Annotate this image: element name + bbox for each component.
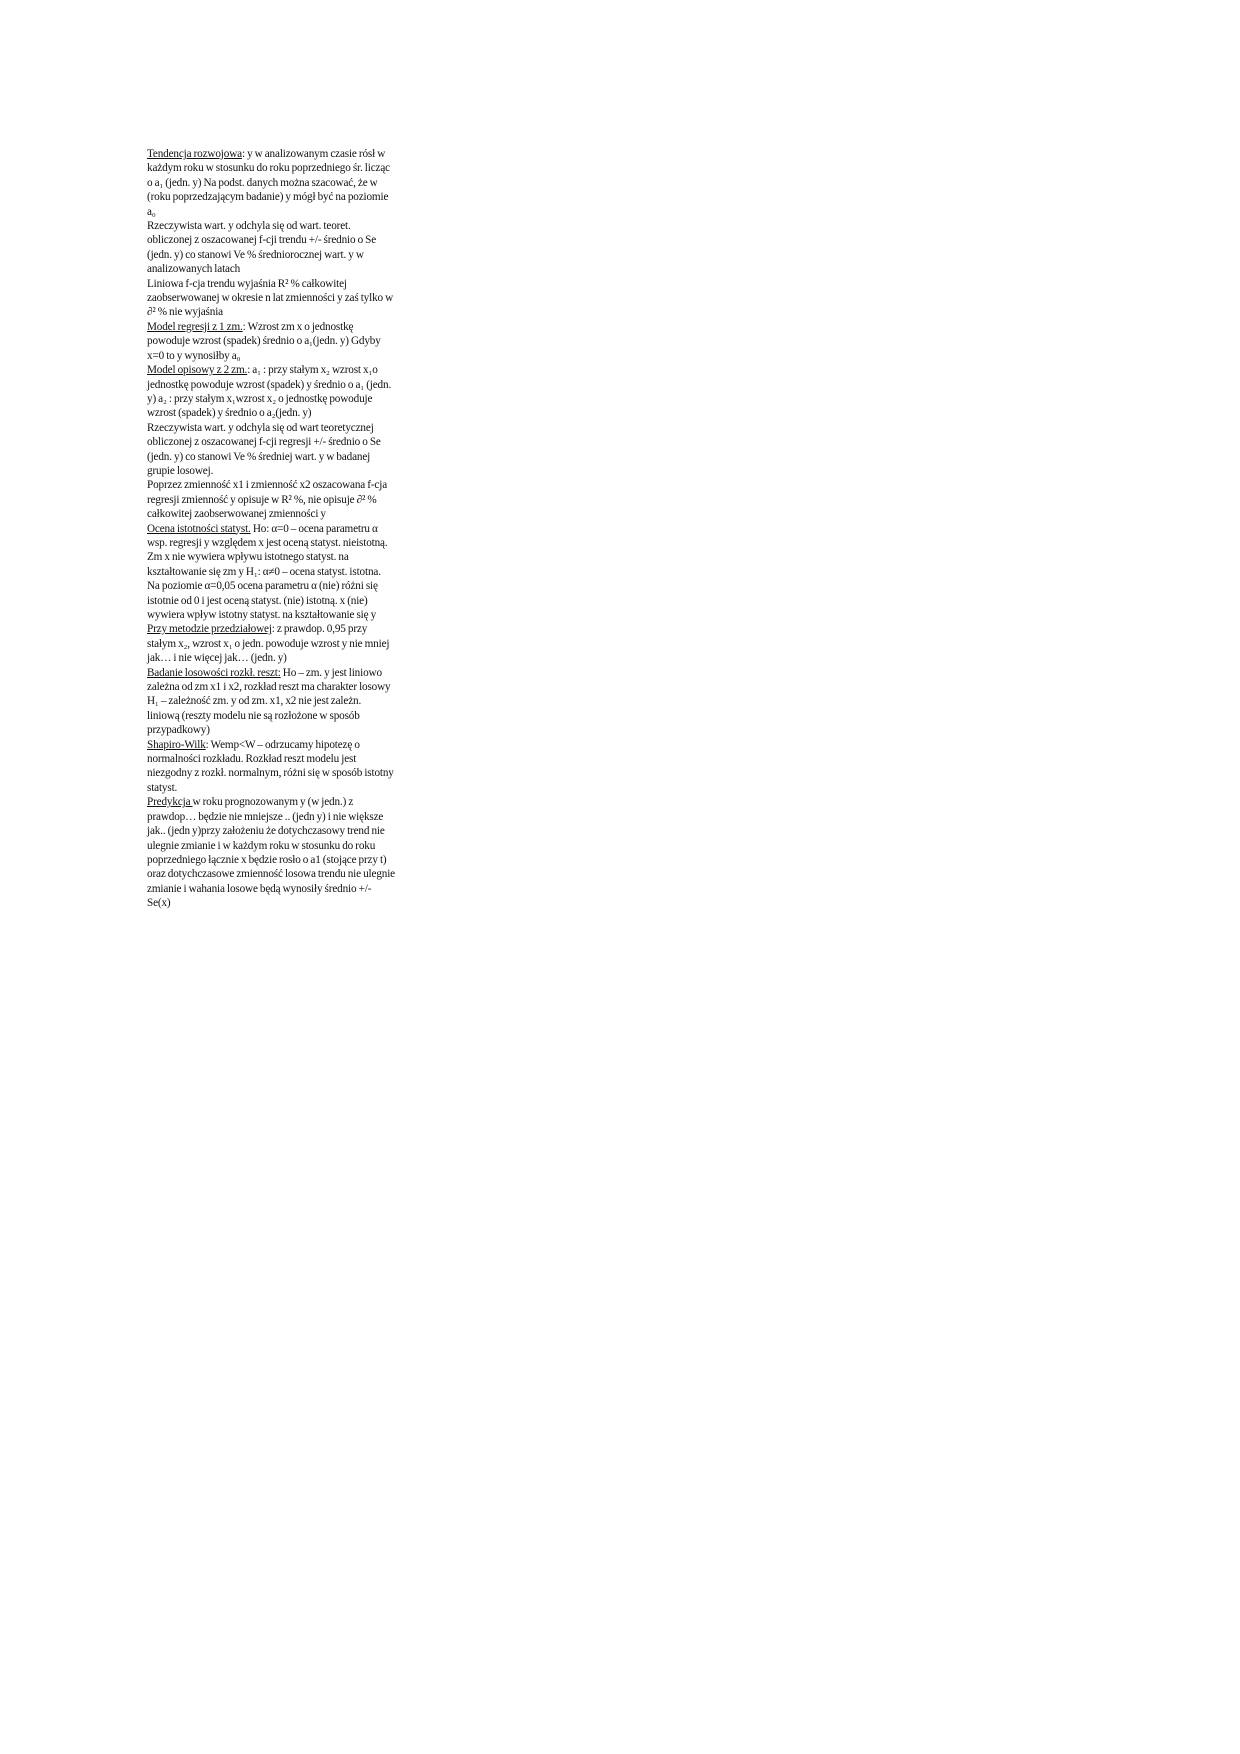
paragraph (147, 579, 395, 622)
paragraph (147, 421, 395, 479)
paragraph (147, 522, 395, 580)
paragraph-text: Liniowa f-cja trendu wyjaśnia R² % całkowitej zaobserwowanej w okresie n lat zmienności y zaś tylko w ∂² % nie wyjaśnia (147, 277, 394, 319)
paragraph-text: Ho – zm. y jest liniowo zależna od zm x1 i x2, rozkład reszt ma charakter losowy H₁ – zależność zm. y od zm. x1, x2 nie jest zależn. liniową (reszty modelu nie są rozłożone w sposób przypadkowy) (147, 666, 391, 737)
paragraph (147, 738, 395, 796)
paragraph (147, 478, 395, 521)
paragraph-text: Rzeczywista wart. y odchyla się od wart. teoret. obliczonej z oszacowanej f-cji trendu +/- średnio o Se (jedn. y) co stanowi Ve % średniorocznej wart. y w analizowanych latach (147, 220, 377, 276)
paragraph (147, 363, 395, 421)
text-column (147, 147, 395, 911)
paragraph (147, 795, 395, 910)
paragraph-heading: Ocena istotności statyst. (147, 522, 251, 535)
paragraph-text: Na poziomie α=0,05 ocena parametru α (nie) różni się istotnie od 0 i jest oceną statyst. (nie) istotną. x (nie) wywiera wpływ istotny statyst. na kształtowanie się y (147, 580, 378, 621)
paragraph (147, 277, 395, 320)
paragraph-heading: Przy metodzie przedziałowej (147, 623, 272, 636)
paragraph-text: : z prawdop. 0,95 przy stałym x₂, wzrost x₁ o jedn. powoduje wzrost y nie mniej jak… i nie więcej jak… (jedn. y) (147, 623, 390, 665)
paragraph-text: : Wemp<W – odrzucamy hipotezę o normalności rozkładu. Rozkład reszt modelu jest niezgodny z rozkł. normalnym, różni się w sposób istotny statyst. (147, 738, 394, 794)
paragraph-text: : Wzrost zm x o jednostkę powoduje wzrost (spadek) średnio o a₁(jedn. y) Gdyby x=0 to y wynosiłby a₀ (147, 320, 381, 362)
paragraph-heading: Model regresji z 1 zm. (147, 320, 243, 333)
paragraph-text: Ho: α=0 – ocena parametru α wsp. regresji y względem x jest oceną statyst. nieistotną. Zm x nie wywiera wpływu istotnego statyst. na kształtowanie się zm y H₁: α≠0 – ocena statyst. istotna. (147, 522, 388, 578)
paragraph-text: Poprzez zmienność x1 i zmienność x2 oszacowana f-cja regresji zmienność y opisuje w R² %, nie opisuje ∂² % całkowitej zaobserwowanej zmienności y (147, 479, 388, 521)
paragraph-heading: Predykcja (147, 796, 193, 809)
paragraph-text: : y w analizowanym czasie rósł w każdym roku w stosunku do roku poprzedniego śr. licząc o a₁ (jedn. y) Na podst. danych można szacować, że w (roku poprzedzającym badanie) y mógł być na poziomie a₀ (147, 148, 390, 218)
paragraph (147, 666, 395, 738)
paragraph-text: w roku prognozowanym y (w jedn.) z prawdop… będzie nie mniejsze .. (jedn y) i nie większe jak.. (jedn y)przy założeniu że dotychczasowy trend nie ulegnie zmianie i w każdym roku w stosunku do roku poprzedniego łącznie x będzie rosło o a1 (stojące przy t) oraz dotychczasowe zmienność losowa trendu nie ulegnie zmianie i wahania losowe będą wynosiły średnio +/- Se(x) (147, 796, 395, 910)
paragraph-text: Rzeczywista wart. y odchyla się od wart teoretycznej obliczonej z oszacowanej f-cji regresji +/- średnio o Se (jedn. y) co stanowi Ve % średniej wart. y w badanej grupie losowej. (147, 421, 381, 477)
paragraph (147, 147, 395, 219)
paragraph (147, 219, 395, 277)
paragraph (147, 320, 395, 363)
paragraph (147, 622, 395, 665)
paragraph-heading: Tendencja rozwojowa (147, 148, 242, 160)
paragraph-heading: Shapiro-Wilk (147, 738, 206, 751)
paragraph-heading: Model opisowy z 2 zm. (147, 364, 248, 377)
paragraph-heading: Badanie losowości rozkł. reszt: (147, 666, 281, 679)
paragraph-text: : a₁ : przy stałym x₂ wzrost x₁o jednostkę powoduje wzrost (spadek) y średnio o a₁ (jedn. y) a₂ : przy stałym x₁wzrost x₂ o jednostkę powoduje wzrost (spadek) y średnio o a₂(jedn. y) (147, 364, 392, 420)
